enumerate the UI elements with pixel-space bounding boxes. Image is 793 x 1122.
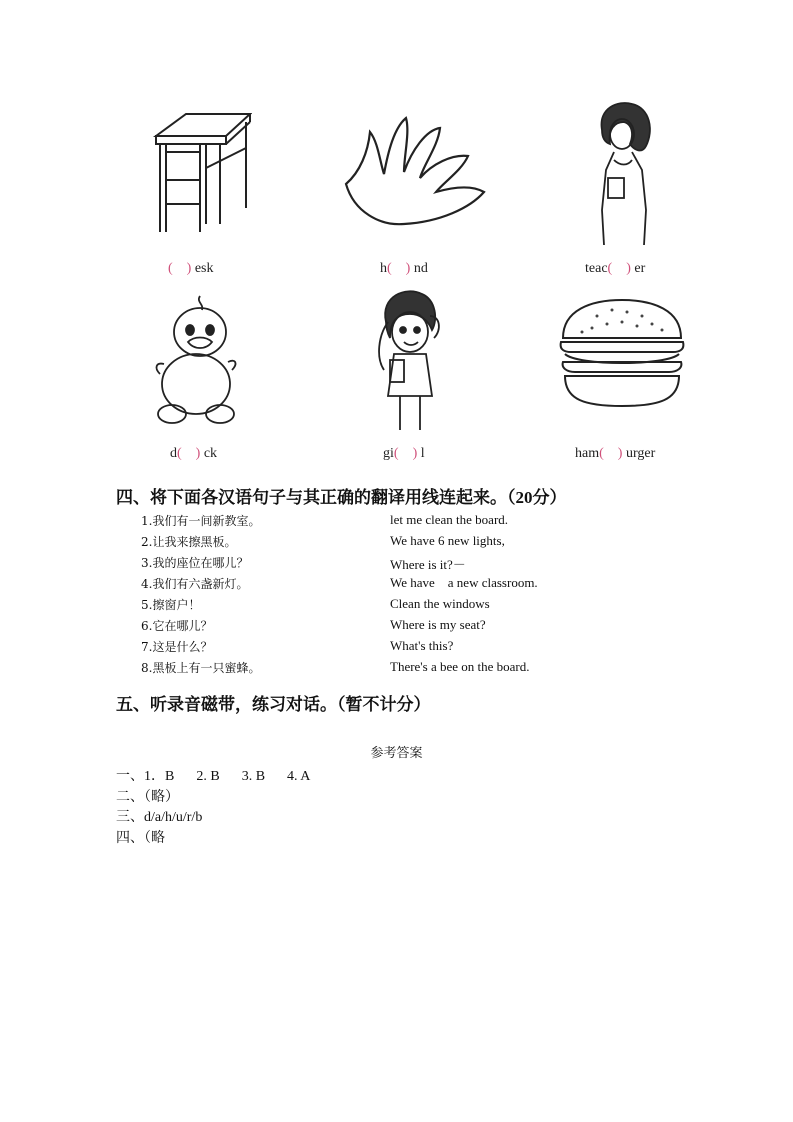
answers-title: 参考答案 <box>370 746 423 761</box>
english-sentence: What's this? <box>390 638 454 653</box>
english-sentence: Where is my seat? <box>390 617 486 632</box>
chinese-sentence: 1.我们有一间新教室。 <box>141 514 261 528</box>
section4-heading: 四、将下面各汉语句子与其正确的翻译用线连起来。（20分） <box>116 488 567 508</box>
caption-teacher: teac( ) er <box>585 261 646 276</box>
answer-line-1: 一、1．B 2. B 3. B 4. A <box>116 768 311 784</box>
section5-heading: 五、听录音磁带，练习对话。（暂不计分） <box>116 695 431 715</box>
chinese-sentence: 7.这是什么？ <box>141 640 213 654</box>
caption-hand: h( ) nd <box>380 261 428 276</box>
english-sentence: Clean the windows <box>390 596 490 611</box>
english-sentence: We have 6 new lights, <box>390 533 505 548</box>
duck-icon <box>150 292 240 427</box>
caption-hamburger: ham( ) urger <box>575 446 656 461</box>
chinese-sentence: 3.我的座位在哪儿？ <box>141 556 249 570</box>
desk-icon <box>152 108 252 238</box>
caption-girl: gi( ) l <box>383 446 425 461</box>
answer-line-3: 三、d/a/h/u/r/b <box>116 809 203 825</box>
chinese-sentence: 4.我们有六盏新灯。 <box>141 577 249 591</box>
hamburger-icon <box>557 296 687 408</box>
caption-desk: ( ) esk <box>168 261 214 276</box>
english-sentence: let me clean the board. <box>390 512 509 527</box>
chinese-sentence: 8.黑板上有一只蜜蜂。 <box>141 661 261 675</box>
chinese-sentence: 5.擦窗户！ <box>141 598 201 612</box>
chinese-sentence: 6.它在哪儿？ <box>141 619 213 633</box>
english-sentence: We have a new classroom. <box>390 575 538 590</box>
caption-duck: d( ) ck <box>170 446 218 461</box>
girl-icon <box>370 286 450 434</box>
answer-line-2: 二、（略） <box>116 789 179 805</box>
english-sentence: There's a bee on the board. <box>390 659 530 674</box>
answer-line-4: 四、（略 <box>116 830 165 846</box>
hand-icon <box>340 112 490 237</box>
chinese-sentence: 2.让我来擦黑板。 <box>141 535 237 549</box>
english-sentence: Where is it?－ <box>390 557 466 572</box>
teacher-icon <box>594 100 656 245</box>
